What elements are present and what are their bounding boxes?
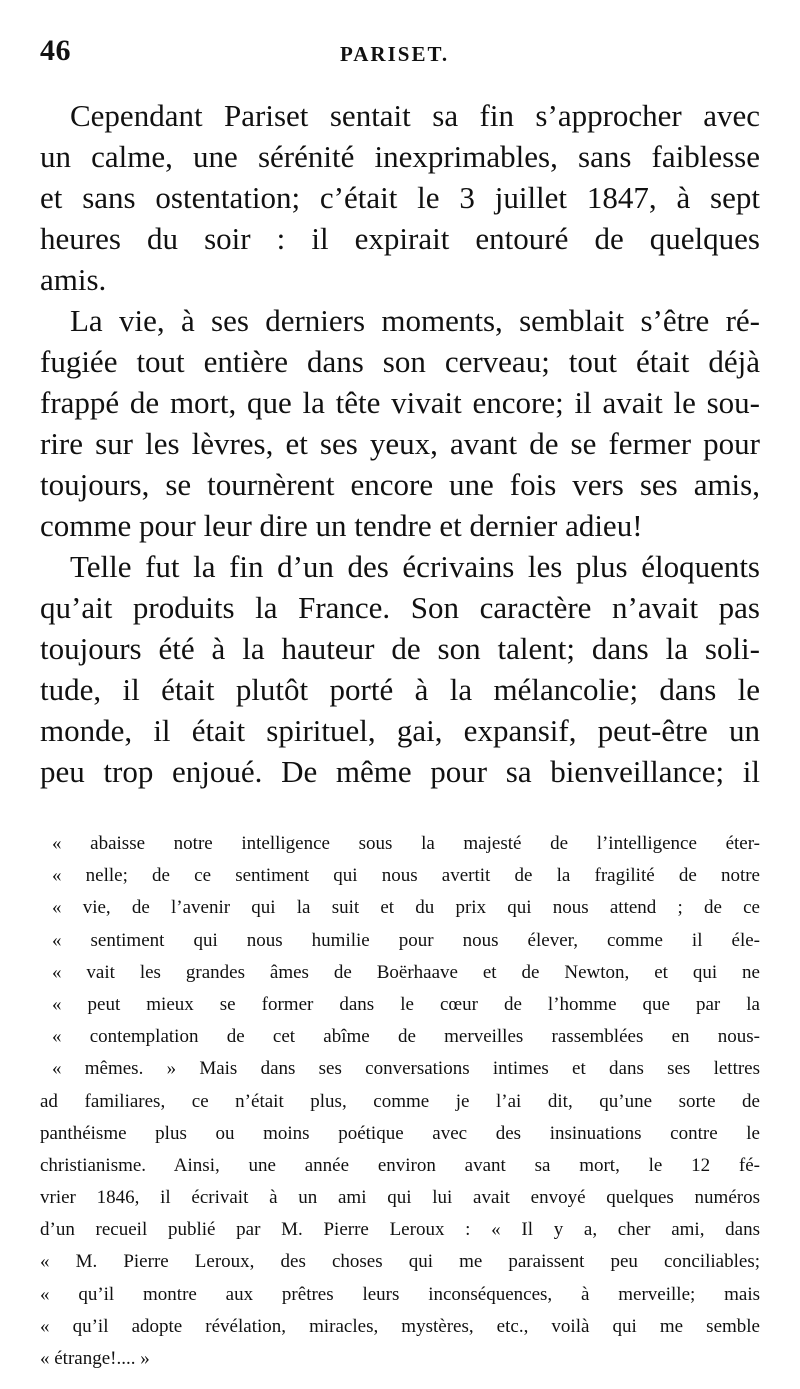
main-text-line: monde, il était spirituel, gai, expansif, peut-être un <box>40 713 760 748</box>
footnote-line: vrier 1846, il écrivait à un ami qui lui avait envoyé quelques numéros <box>40 1187 760 1209</box>
footnote-line: « mêmes. » Mais dans ses conversations intimes et dans ses lettres <box>52 1058 760 1080</box>
running-title: PARISET. <box>340 42 450 66</box>
footnote-line: christianisme. Ainsi, une année environ avant sa mort, le 12 fé- <box>40 1154 760 1176</box>
footnote-line: « qu’il adopte révélation, miracles, mystères, etc., voilà qui me semble <box>40 1315 760 1337</box>
main-text-block <box>40 95 760 792</box>
footnote-line: « vie, de l’avenir qui la suit et du prix qui nous attend ; de ce <box>52 897 760 919</box>
main-text-line: qu’ait produits la France. Son caractère n’avait pas <box>40 590 760 625</box>
footnote-block <box>40 828 760 1375</box>
main-text-line: et sans ostentation; c’était le 3 juillet 1847, à sept <box>40 180 760 215</box>
main-text-line: toujours, se tournèrent encore une fois vers ses amis, <box>40 467 760 502</box>
footnote-line: « abaisse notre intelligence sous la majesté de l’intelligence éter- <box>52 833 760 854</box>
main-text-line: un calme, une sérénité inexprimables, sans faiblesse <box>40 139 760 174</box>
main-text-line: frappé de mort, que la tête vivait encore; il avait le sou- <box>40 385 760 420</box>
footnote-line: « contemplation de cet abîme de merveilles rassemblées en nous- <box>52 1026 760 1048</box>
main-text-line: tude, il était plutôt porté à la mélancolie; dans le <box>40 672 760 707</box>
footnote-line: « étrange!.... » <box>40 1348 150 1369</box>
footnote-line: « nelle; de ce sentiment qui nous avertit de la fragilité de notre <box>52 865 760 887</box>
footnote-line: « vait les grandes âmes de Boërhaave et de Newton, et qui ne <box>52 961 760 983</box>
page-header <box>40 34 760 78</box>
page-number: 46 <box>40 34 71 67</box>
main-text-line: toujours été à la hauteur de son talent; dans la soli- <box>40 631 760 666</box>
main-text-line: Telle fut la fin d’un des écrivains les plus éloquents <box>70 549 760 584</box>
main-text-line: La vie, à ses derniers moments, semblait s’être ré- <box>70 303 760 338</box>
main-text-line: amis. <box>40 262 107 297</box>
footnote-line: « M. Pierre Leroux, des choses qui me paraissent peu conciliables; <box>40 1251 760 1273</box>
footnote-line: d’un recueil publié par M. Pierre Leroux : « Il y a, cher ami, dans <box>40 1219 760 1241</box>
main-text-line: fugiée tout entière dans son cerveau; tout était déjà <box>40 344 760 379</box>
footnote-line: ad familiares, ce n’était plus, comme je l’ai dit, qu’une sorte de <box>40 1090 760 1112</box>
footnote-line: « peut mieux se former dans le cœur de l’homme que par la <box>52 993 760 1015</box>
footnote-line: « qu’il montre aux prêtres leurs inconséquences, à merveille; mais <box>40 1283 760 1305</box>
footnote-line: panthéisme plus ou moins poétique avec des insinuations contre le <box>40 1122 760 1144</box>
footnote-line: « sentiment qui nous humilie pour nous élever, comme il éle- <box>52 929 760 951</box>
main-text-line: rire sur les lèvres, et ses yeux, avant de se fermer pour <box>40 426 760 461</box>
main-text-line: comme pour leur dire un tendre et dernier adieu! <box>40 508 643 543</box>
main-text-line: heures du soir : il expirait entouré de quelques <box>40 221 760 256</box>
main-text-line: peu trop enjoué. De même pour sa bienveillance; il <box>40 754 760 789</box>
main-text-line: Cependant Pariset sentait sa fin s’approcher avec <box>70 98 760 133</box>
